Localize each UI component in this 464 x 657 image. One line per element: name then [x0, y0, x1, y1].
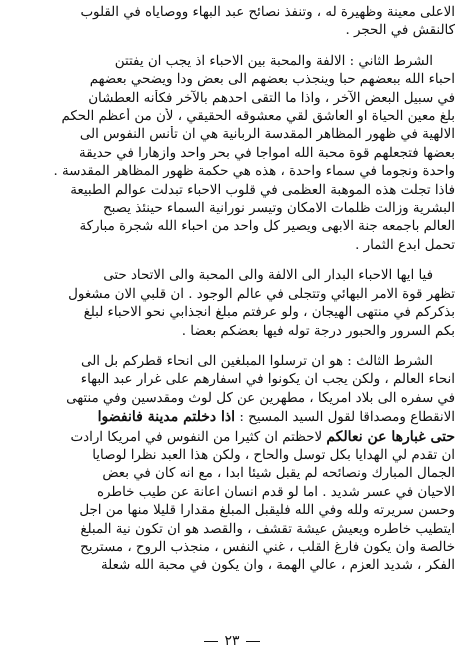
text-line: احباء الله ببعضهم حبا وينجذب بعضهم الى بعض ودا ويضحي بعضهم [89, 72, 455, 88]
text-line: ايتطيب خاطره ويعيش عيشة تقشف ، والقصد هو ان تكون نية المبلغ [80, 521, 455, 537]
text-line: فيا ايها الاحباء البدار الى الالفة والى المحبة والى الاتحاد حتى [103, 268, 433, 284]
text-line [9, 428, 455, 447]
paragraph-continuation [9, 4, 455, 41]
paragraph-exhortation [9, 267, 455, 341]
dash-decoration [204, 641, 218, 642]
dash-decoration [246, 641, 260, 642]
text-line: العالم باجمعه جنة الابهى ويصير كل واحد من احباء الله شجرة مباركة [79, 219, 455, 235]
page-number [0, 633, 464, 649]
text-line: بكم السرور والحبور درجة توله فيها بعضكم بعضا . [181, 323, 455, 339]
text-line: الشرط الثالث : هو ان ترسلوا المبلغين الى انحاء قطركم بل الى [81, 353, 433, 369]
text-line: تظهر قوة الامر البهائي وتتجلى في عالم الوجود . ان قلبي الان مشغول [68, 286, 455, 302]
text-line: تحمل ابدع الثمار . [355, 237, 455, 253]
text-line: الالهية في ظهور المظاهر المقدسة الربانية هي ان تأنس النفوس الى [79, 127, 455, 143]
text-fragment: الانقطاع ومصداقا لقول السيد المسيح : [239, 410, 455, 426]
text-line: واحدة ونجوما في سماء واحدة ، هذه هي حكمة ظهور المظاهر المقدسة . [53, 164, 455, 180]
text-line: بلغ معين الحياة او العاشق لقي معشوقه الحقيقي ، لأن من أعظم الحكم [61, 109, 455, 125]
text-line: وحسن سريرته ولله وفي الله فليقبل المبلغ مقدارا قليلا منها من اجل [79, 503, 455, 519]
page-number-text: ٢٣ [224, 633, 240, 649]
text-fragment: لاحظتم ان كثيرا من النفوس في امريكا ارادت [70, 429, 323, 445]
text-line: الجمال المبارك ونصائحه لم يقبل شيئا ابدا ، مع انه كان في بعض [102, 466, 455, 482]
quote-bold: اذا دخلتم مدينة فانفضوا [97, 409, 236, 426]
text-line: بذكركم في منتهى الهيجان ، ولو عرفتم مبلغ انجذابي نحو الاحباء لبلغ [83, 305, 455, 321]
text-line: انحاء العالم ، ولكن يجب ان يكونوا في اسفارهم على غرار عبد البهاء [80, 372, 455, 388]
text-line: في سبيل البعض الآخر ، واذا ما التقى احدهم بالآخر فكأنه العطشان [88, 90, 455, 106]
text-line: البشرية وزالت ظلمات الامكان وتيسر نورانية السماء حينئذ يصبح [102, 201, 455, 217]
paragraph-second-condition [9, 53, 455, 255]
text-line: الشرط الثاني : الالفة والمحبة بين الاحباء اذ يجب ان يفتتن [114, 53, 433, 69]
text-line: في سفره الى بلاد امريكا ، مطهرين عن كل لوث ومقدسين وفي منتهى [66, 390, 455, 406]
text-line: الفكر ، شديد العزم ، عالي الهمة ، وان يكون في محبة الله شعلة [100, 558, 455, 574]
text-line: فاذا تجلت هذه الموهبة العظمى في قلوب الاحباء تبدلت عوالم الطبيعة [70, 182, 455, 198]
text-line: بعضها فتجعلهم قوة محبة الله امواجا في بحر واحد وازهارا في حديقة [79, 145, 455, 161]
text-line: الاحيان في عسر شديد . اما لو قدم انسان اعانة عن طيب خاطره [97, 484, 455, 500]
text-line: ان تقدم لي الهدايا بكل توسل والحاح ، ولكن هذا العبد نظرا لوصايا [92, 447, 455, 463]
text-line: الاعلى معينة وظهيرة له ، وتنفذ نصائح عبد البهاء ووصاياه في القلوب [80, 5, 455, 20]
text-line: كالنقش في الحجر . [345, 23, 455, 39]
quote-bold: حتى غبارها عن نعالكم [326, 428, 455, 445]
paragraph-third-condition [9, 353, 455, 576]
text-line [9, 408, 455, 427]
text-line: خالصة وان يكون فارغ القلب ، غني النفس ، منجذب الروح ، مستريح [80, 539, 455, 555]
